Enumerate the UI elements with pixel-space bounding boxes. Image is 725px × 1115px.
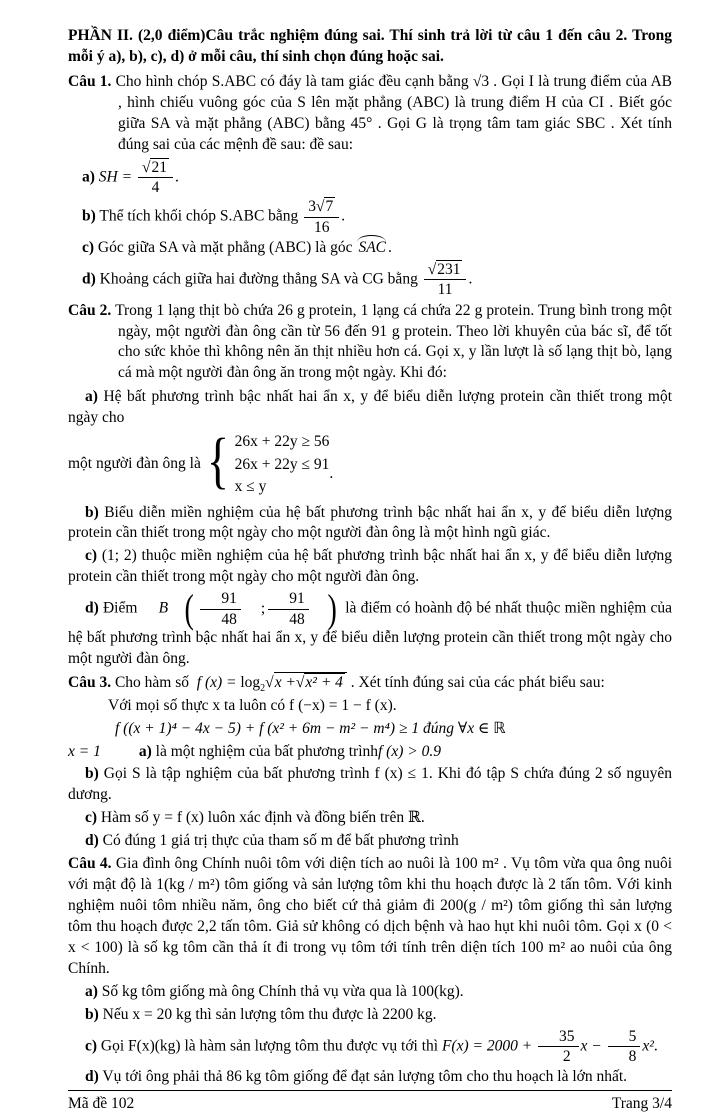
q4-d-label: d) (85, 1068, 99, 1086)
fraction: $\frac{91}{48}$ (266, 590, 311, 628)
q4-intro (68, 854, 672, 980)
q2-item-a (68, 387, 672, 429)
q1-item-a (68, 159, 672, 197)
q1-intro (68, 72, 672, 156)
q3-a-text: là một nghiệm của bất phương trình (155, 742, 378, 760)
q1-a-lhs: SH = (98, 167, 133, 185)
fraction: $\frac{91}{48}$ (198, 590, 243, 628)
q2-item-d (68, 586, 673, 670)
q4-item-b (68, 1005, 672, 1026)
q2-c-text: thuộc miền nghiệm của hệ bất phương trình bậc nhất hai ẩn x, y để biểu diễn lượng protein cần thiết trong một ngày cho một người đàn ông. (68, 547, 673, 586)
q4-b-text: Nếu x = 20 kg thì sản lượng tôm thu được là 2200 kg. (102, 1005, 437, 1023)
system-row-2: 26x + 22y ≤ 91 (234, 455, 330, 473)
q2-c-label: c) (85, 547, 98, 565)
q4-intro-text: Gia đình ông Chính nuôi tôm với diện tích ao nuôi là 100 m² . Vụ tôm vừa qua ông nuôi với mật độ là 1(kg / m²) tôm giống và sản lượng tôm khi thu hoạch được là 2 tấn tôm. Với kinh nghiệm nuôi tôm nhiều năm, ông cho biết cứ thả giảm đi 200(g / m²) tôm giống thì sản lượng tôm thu hoạch được 2,2 tấn tôm. Giả sử không có dịch bệnh và hao hụt khi nuôi tôm. Gọi x (0 < x < 100) là số kg tôm cần thả ít đi trong vụ tôm tới tính trên diện tích 100 m² ao nuôi của ông Chính. (68, 855, 673, 977)
q2-a-text: Hệ bất phương trình bậc nhất hai ẩn x, y để biểu diễn lượng protein cần thiết trong một ngày cho (68, 388, 673, 427)
q1-a-label: a) (82, 167, 95, 185)
q3-intro (68, 672, 672, 694)
fraction-denominator: 11 (437, 281, 453, 299)
q4-c-tail: . (653, 1036, 658, 1054)
q2-d-label: d) (85, 599, 99, 617)
q1-d-text: Khoảng cách giữa hai đường thẳng SA và CG bằng (99, 270, 418, 288)
fraction: $\frac{35}{2}$ (536, 1028, 581, 1066)
page-footer (68, 1090, 672, 1115)
fraction-denominator: 16 (313, 218, 330, 236)
system-rows (235, 431, 330, 498)
system-row-3: x ≤ y (234, 478, 267, 496)
q1-item-c (68, 238, 672, 259)
q4-item-d (68, 1067, 672, 1088)
q4-item-a (68, 982, 672, 1003)
q4-c-eq-pre: F(x) = 2000 + (441, 1036, 533, 1054)
part-ii-header: PHẦN II. (2,0 điểm)Câu trắc nghiệm đúng sai. Thí sinh trả lời từ câu 1 đến câu 2. Trong mỗi ý a), b), c), d) ở mỗi câu, thí sinh chọn đúng hoặc sai. (68, 27, 672, 65)
q2-label: Câu 2. (68, 301, 112, 319)
q2-a-label: a) (85, 388, 98, 406)
q1-d-tail: . (468, 270, 473, 288)
q3-item-d (68, 831, 672, 852)
q2-sys-pre: một người đàn ông là (68, 455, 201, 473)
q3-statement-2 (68, 719, 672, 740)
q2-intro (68, 301, 672, 385)
q1-item-d (68, 261, 672, 299)
q3-d-text: Có đúng 1 giá trị thực của tham số m để bất phương trình (102, 832, 459, 850)
q3-c-label: c) (85, 809, 98, 827)
q3-item-a (68, 742, 672, 763)
log-base: 2 (260, 682, 266, 694)
separator: ; (260, 599, 266, 617)
question-1 (68, 72, 672, 301)
q2-sys-tail: . (329, 464, 334, 482)
q3-item-c (68, 808, 672, 829)
q2-c-coords: (1; 2) (101, 547, 137, 565)
footer-page-number: Trang 3/4 (611, 1095, 672, 1113)
q1-item-b (68, 198, 672, 236)
q1-c-label: c) (82, 238, 95, 256)
q1-intro-text: Cho hình chóp S.ABC có đáy là tam giác đều cạnh bằng √3 . Gọi I là trung điểm của AB , hình chiếu vuông góc của S lên mặt phẳng (ABC) là trung điểm H của CI . Biết góc giữa SA và mặt phẳng (ABC) bằng 45° . Gọi G là trọng tâm tam giác SBC . Xét tính đúng sai của các mệnh đề sau: đề sau: (115, 72, 672, 153)
q3-a-label: a) (138, 742, 152, 760)
q1-a-tail: . (174, 167, 179, 185)
q2-d-pre: Điểm (102, 599, 138, 617)
q3-b-label: b) (85, 765, 99, 783)
q4-label: Câu 4. (68, 855, 112, 873)
q4-c-pre: Gọi F(x)(kg) là hàm sản lượng tôm thu được vụ tới thì (100, 1036, 439, 1054)
fraction (302, 198, 341, 236)
sqrt-radical: √ 231 (428, 260, 463, 278)
q2-intro-text: Trong 1 lạng thịt bò chứa 26 g protein, 1 lạng cá chứa 22 g protein. Trung bình trong một ngày, một người đàn ông cần từ 56 đến 91 g protein. Theo lời khuyên của bác sĩ, để tốt cho sức khỏe thì không nên ăn thịt nhiều hơn cá. Gọi x, y lần lượt là số lạng thịt bò, lạng cá mà một người đàn ông ăn trong một ngày. Khi đó: (115, 301, 672, 382)
q1-c-text: Góc giữa SA và mặt phẳng (ABC) là góc (97, 238, 353, 256)
fraction-numerator (304, 198, 339, 217)
fraction-numerator (138, 159, 173, 178)
q3-a-body (139, 742, 441, 763)
q3-intro-pre: Cho hàm số (114, 673, 190, 691)
q3-statement-1-text: Với mọi số thực x ta luôn có f (−x) = 1 − f (x). (108, 696, 397, 714)
q3-x-equals: x = 1 (68, 742, 101, 760)
fraction-numerator (424, 261, 467, 280)
question-3 (68, 672, 672, 854)
q2-d-text: là điểm có hoành độ bé nhất thuộc miền nghiệm của hệ bất phương trình bậc nhất hai ẩn x, y để biểu diễn lượng protein cần thiết trong một ngày cho một người đàn ông. (68, 599, 673, 667)
q3-b-text: Gọi S là tập nghiệm của bất phương trình f (x) ≤ 1. Khi đó tập S chứa đúng 2 số nguyên dương. (68, 765, 672, 804)
sqrt-radical-inner (296, 673, 345, 691)
q2-item-c (68, 546, 672, 588)
q3-statement-1 (68, 696, 672, 717)
q2-item-b (68, 503, 672, 545)
q3-statement-2-text: f ((x + 1)⁴ − 4x − 5) + f (x² + 6m − m² − m⁴) ≥ 1 đúng ∀x ∈ ℝ (115, 719, 506, 737)
q1-b-text: Thể tích khối chóp S.ABC bằng (99, 207, 299, 225)
radicand-inner: x² + 4 (305, 673, 343, 691)
q2-b-text: Biểu diễn miền nghiệm của hệ bất phương trình bậc nhất hai ẩn x, y để biểu diễn lượng protein cần thiết trong một ngày cho một người đàn ông là một hình ngũ giác. (68, 503, 673, 542)
system-row-1: 26x + 22y ≥ 56 (234, 433, 330, 451)
q1-c-tail: . (388, 238, 392, 256)
q2-b-label: b) (85, 503, 99, 521)
sqrt-radical: √ 7 (316, 197, 335, 215)
q3-intro-post: . Xét tính đúng sai của các phát biểu sau: (350, 673, 605, 691)
q3-c-text: Hàm số y = f (x) luôn xác định và đồng biến trên ℝ. (100, 809, 425, 827)
q1-b-label: b) (82, 207, 96, 225)
sqrt-radical: √ 21 (142, 158, 169, 176)
footer-exam-code: Mã đề 102 (68, 1095, 135, 1113)
q4-c-post: x² (642, 1036, 654, 1054)
q1-label: Câu 1. (68, 72, 112, 90)
q3-a-math: f (x) > 0.9 (378, 742, 441, 760)
point-name: B (158, 599, 169, 617)
system-brace: { (206, 426, 229, 495)
q3-label: Câu 3. (68, 673, 112, 691)
q3-fx: f (x) = (196, 673, 237, 691)
radicand-outer: x + √ x² + 4 (274, 672, 347, 694)
question-4 (68, 854, 672, 1090)
q4-a-text: Số kg tôm giống mà ông Chính thả vụ vừa qua là 100(kg). (101, 982, 464, 1000)
fraction (422, 261, 469, 299)
fraction-denominator: 4 (151, 178, 160, 196)
q1-d-label: d) (82, 270, 96, 288)
q3-d-label: d) (85, 832, 99, 850)
fraction: $\frac{5}{8}$ (606, 1028, 643, 1066)
q3-log: log (240, 673, 261, 691)
point-b-construct: B ( $\frac{91}{48}$ ; $\frac{91}{48}$ ) (158, 586, 337, 632)
q4-a-label: a) (85, 982, 98, 1000)
q1-b-tail: . (341, 207, 346, 225)
q4-b-label: b) (85, 1005, 99, 1023)
sqrt-radical-outer (265, 674, 347, 691)
q4-d-text: Vụ tới ông phải thả 86 kg tôm giống để đạt sản lượng tôm cho thu hoạch là lớn nhất. (102, 1068, 628, 1086)
q4-c-label: c) (85, 1036, 98, 1054)
q3-item-b (68, 764, 672, 806)
q2-inequality-system (68, 426, 672, 498)
question-2 (68, 301, 672, 672)
coef: 3 (308, 198, 316, 216)
q4-item-c (68, 1028, 672, 1066)
fraction (136, 159, 175, 197)
angle-arc: SAC (356, 238, 388, 259)
q4-c-mid: x − (580, 1036, 602, 1054)
